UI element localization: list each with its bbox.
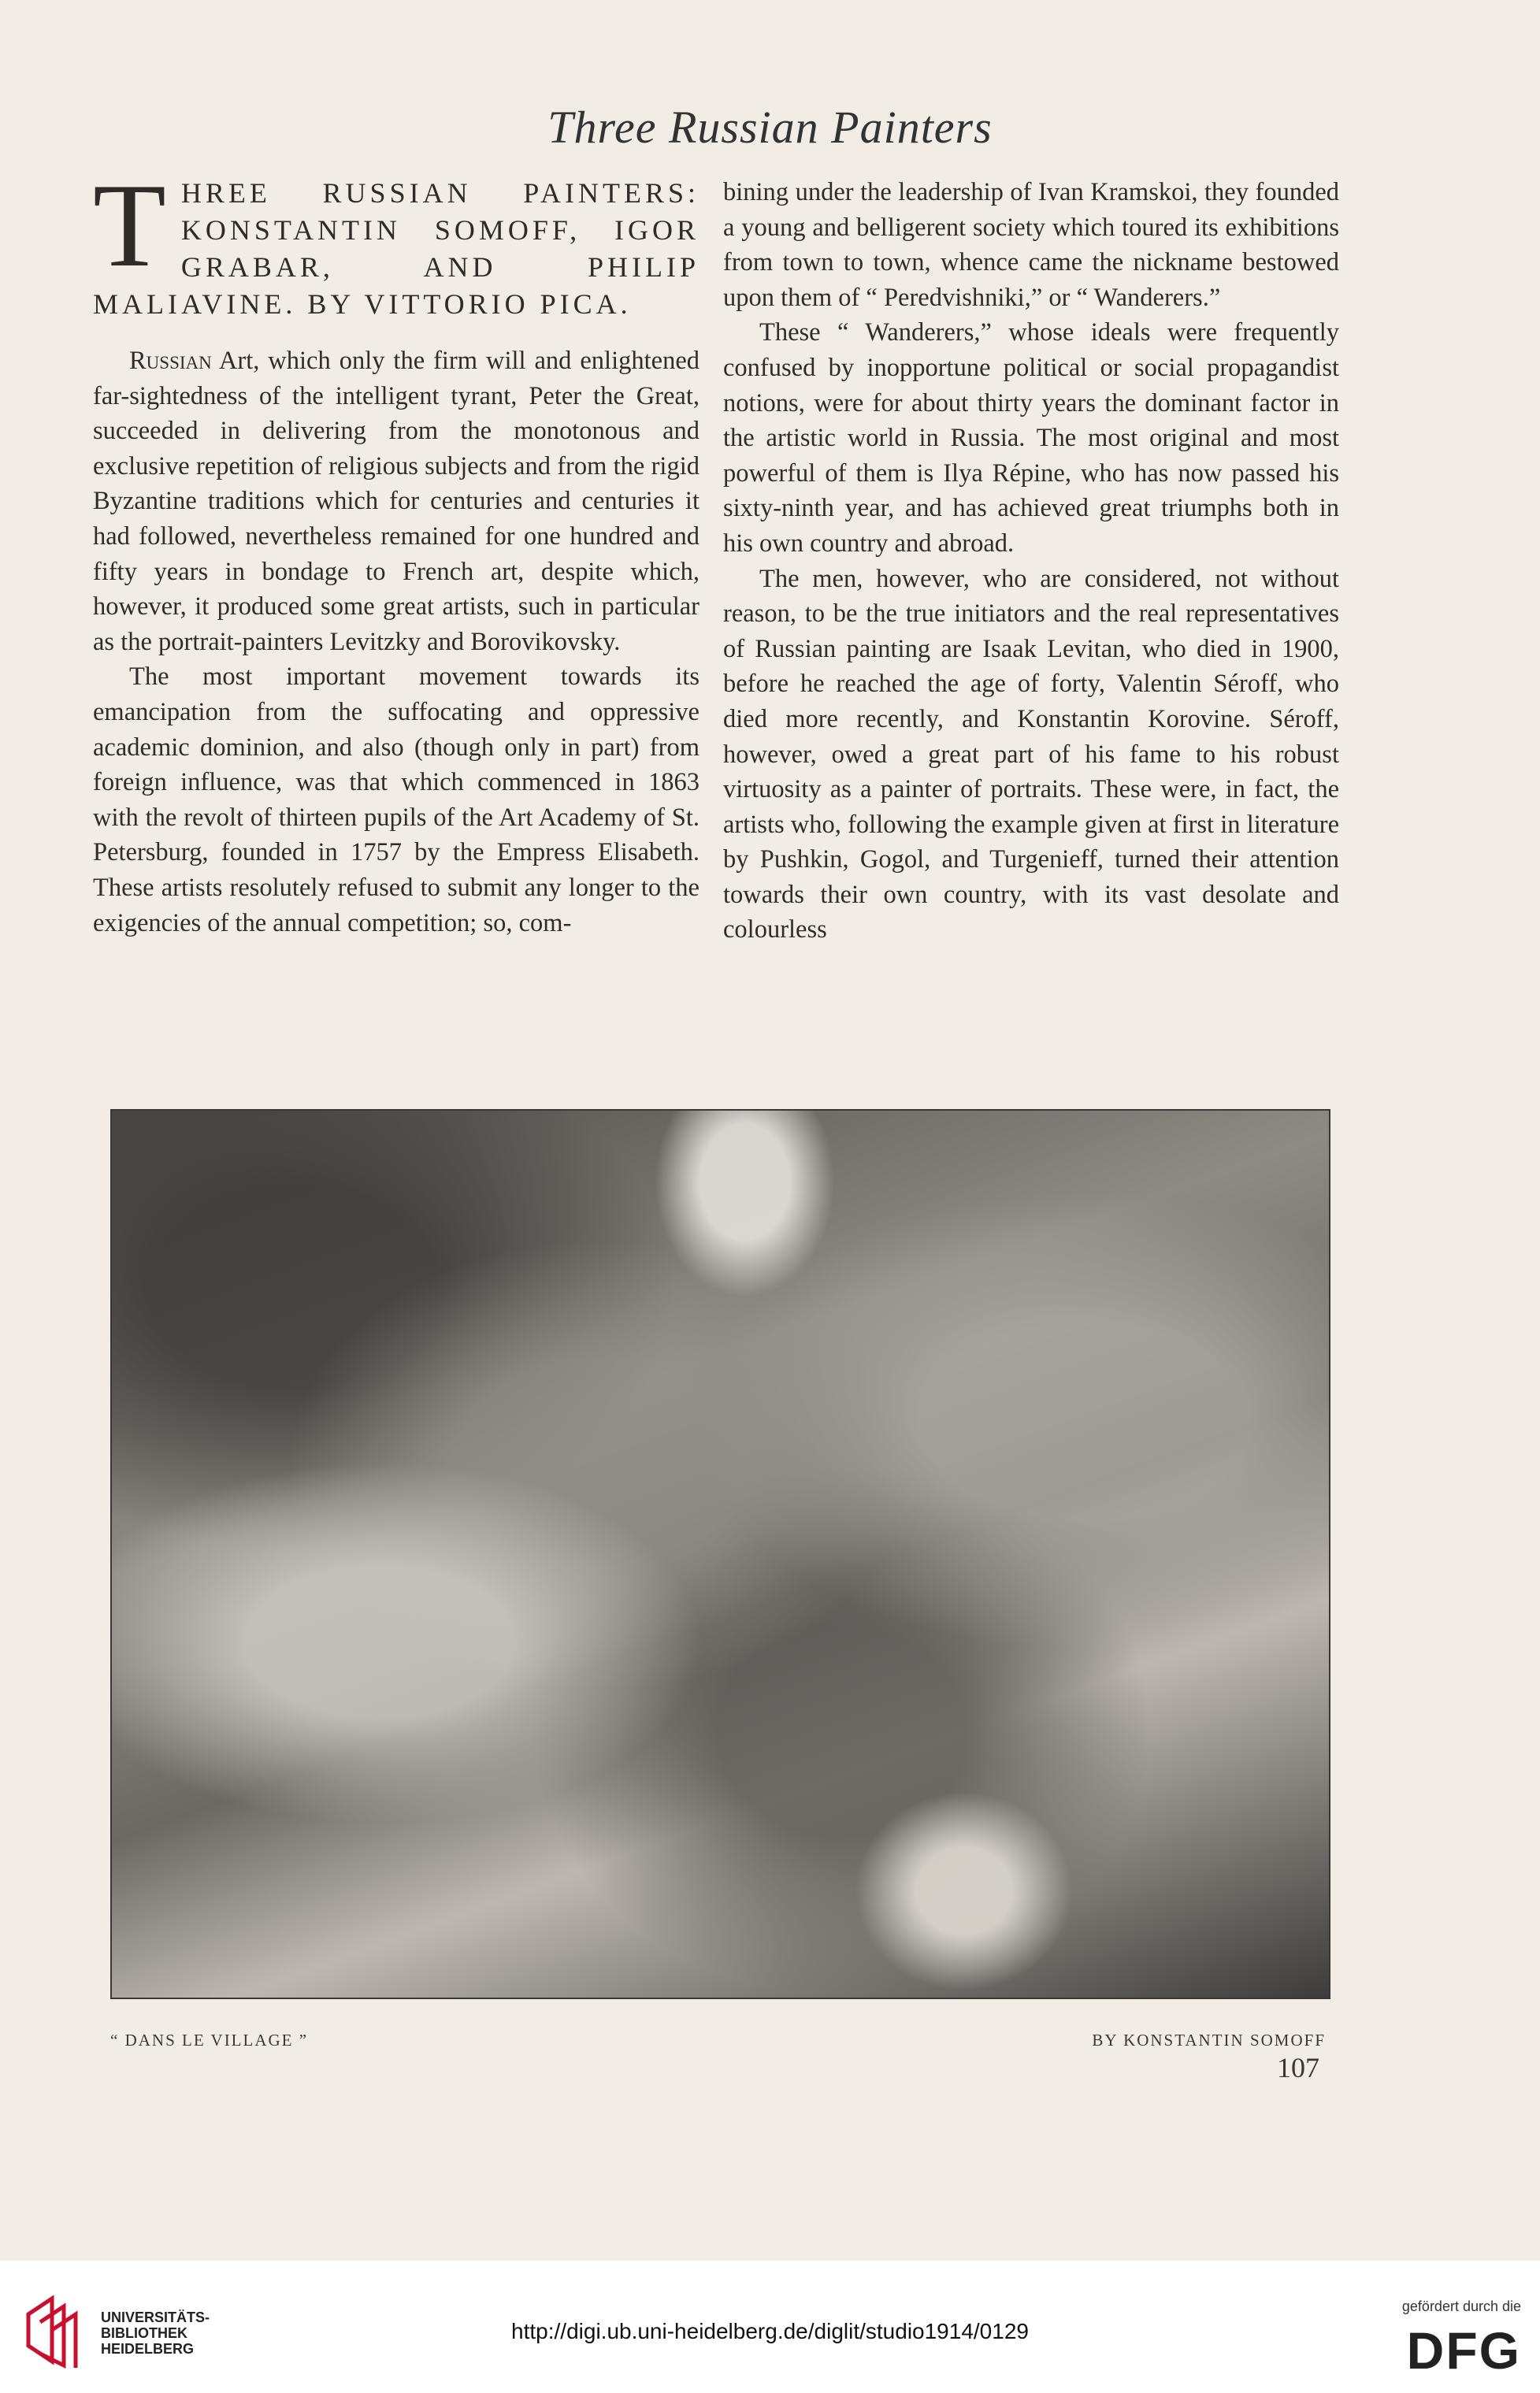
paragraph-3: bining under the leadership of Ivan Kramskoi, they founded a young and belligerent society which toured its exhibitions from town to town, whence came the nickname bestowed upon them of “ Peredvishniki,” or “ Wanderers.” bbox=[723, 178, 1339, 312]
library-name-line-1: UNIVERSITÄTS- bbox=[101, 2310, 210, 2325]
paragraph-5: The men, however, who are considered, not without reason, to be the true initiators and the real representatives of Russian painting are Isaak Levitan, who died in 1900, before he reached the age of forty, Valentin Séroff, who died more recently, and Konstantin Korovine. Séroff, however, owed a great part of his fame to his robust virtuosity as a painter of portraits. These were, in fact, the artists who, following the example given at first in literature by Pushkin, Gogol, and Turgenieff, turned their attention towards their own country, with its vast desolate and colourless bbox=[723, 564, 1339, 944]
digitization-footer bbox=[0, 2261, 1540, 2393]
permalink-url[interactable]: http://digi.ub.uni-heidelberg.de/diglit/studio1914/0129 bbox=[511, 2319, 1029, 2343]
library-name-line-3: HEIDELBERG bbox=[101, 2341, 195, 2357]
painting-plate-image bbox=[110, 1109, 1330, 1999]
running-title: Three Russian Painters bbox=[547, 102, 993, 153]
heading-text: HREE RUSSIAN PAINTERS: KONSTANTIN SOMOFF, IGOR GRABAR, AND PHILIP MALIAVINE. BY VITTORIO PICA. bbox=[93, 177, 699, 320]
funded-by-label: gefördert durch die bbox=[1401, 2298, 1521, 2314]
paragraph-4: These “ Wanderers,” whose ideals were frequently confused by inopportune political or social propagandist notions, were for about thirty years the dominant factor in the artistic world in Russia. The most original and most powerful of them is Ilya Répine, who has now passed his sixty-ninth year, and has achieved great triumphs both in his own country and abroad. bbox=[723, 318, 1339, 558]
plate-title-caption: “ DANS LE VILLAGE ” bbox=[110, 2031, 309, 2050]
paragraph-1 bbox=[93, 343, 699, 659]
plate-artist-caption: BY KONSTANTIN SOMOFF bbox=[1092, 2031, 1326, 2050]
left-column bbox=[93, 159, 699, 941]
dfg-logo: DFG bbox=[1406, 2321, 1521, 2380]
paragraph-1-text: Art, which only the firm will and enlightened far-sightedness of the intelligent tyrant, Peter the Great, succeeded in delivering from the monotonous and exclusive repetition of religious subjects and from the rigid Byzantine traditions which for centuries and centuries it had followed, nevertheless remained for one hundred and fifty years in bondage to French art, despite which, however, it produced some great artists, such in particular as the portrait-painters Levitzky and Borovikovsky. bbox=[93, 347, 699, 656]
paragraph-2: The most important movement towards its emancipation from the suffocating and oppressive academic dominion, and also (though only in part) from foreign influence, was that which commenced in 1863 with the revolt of thirteen pupils of the Art Academy of St. Petersburg, founded in 1757 by the Empress Elisabeth. These artists resolutely refused to submit any longer to the exigencies of the annual competition; so, com- bbox=[93, 662, 699, 937]
article-heading bbox=[93, 159, 699, 323]
right-column bbox=[723, 175, 1339, 948]
page-number: 107 bbox=[1277, 2052, 1319, 2083]
library-name-line-2: BIBLIOTHEK bbox=[101, 2325, 187, 2341]
drop-cap: T bbox=[93, 159, 170, 291]
paragraph-1-lead: Russian bbox=[129, 347, 212, 375]
